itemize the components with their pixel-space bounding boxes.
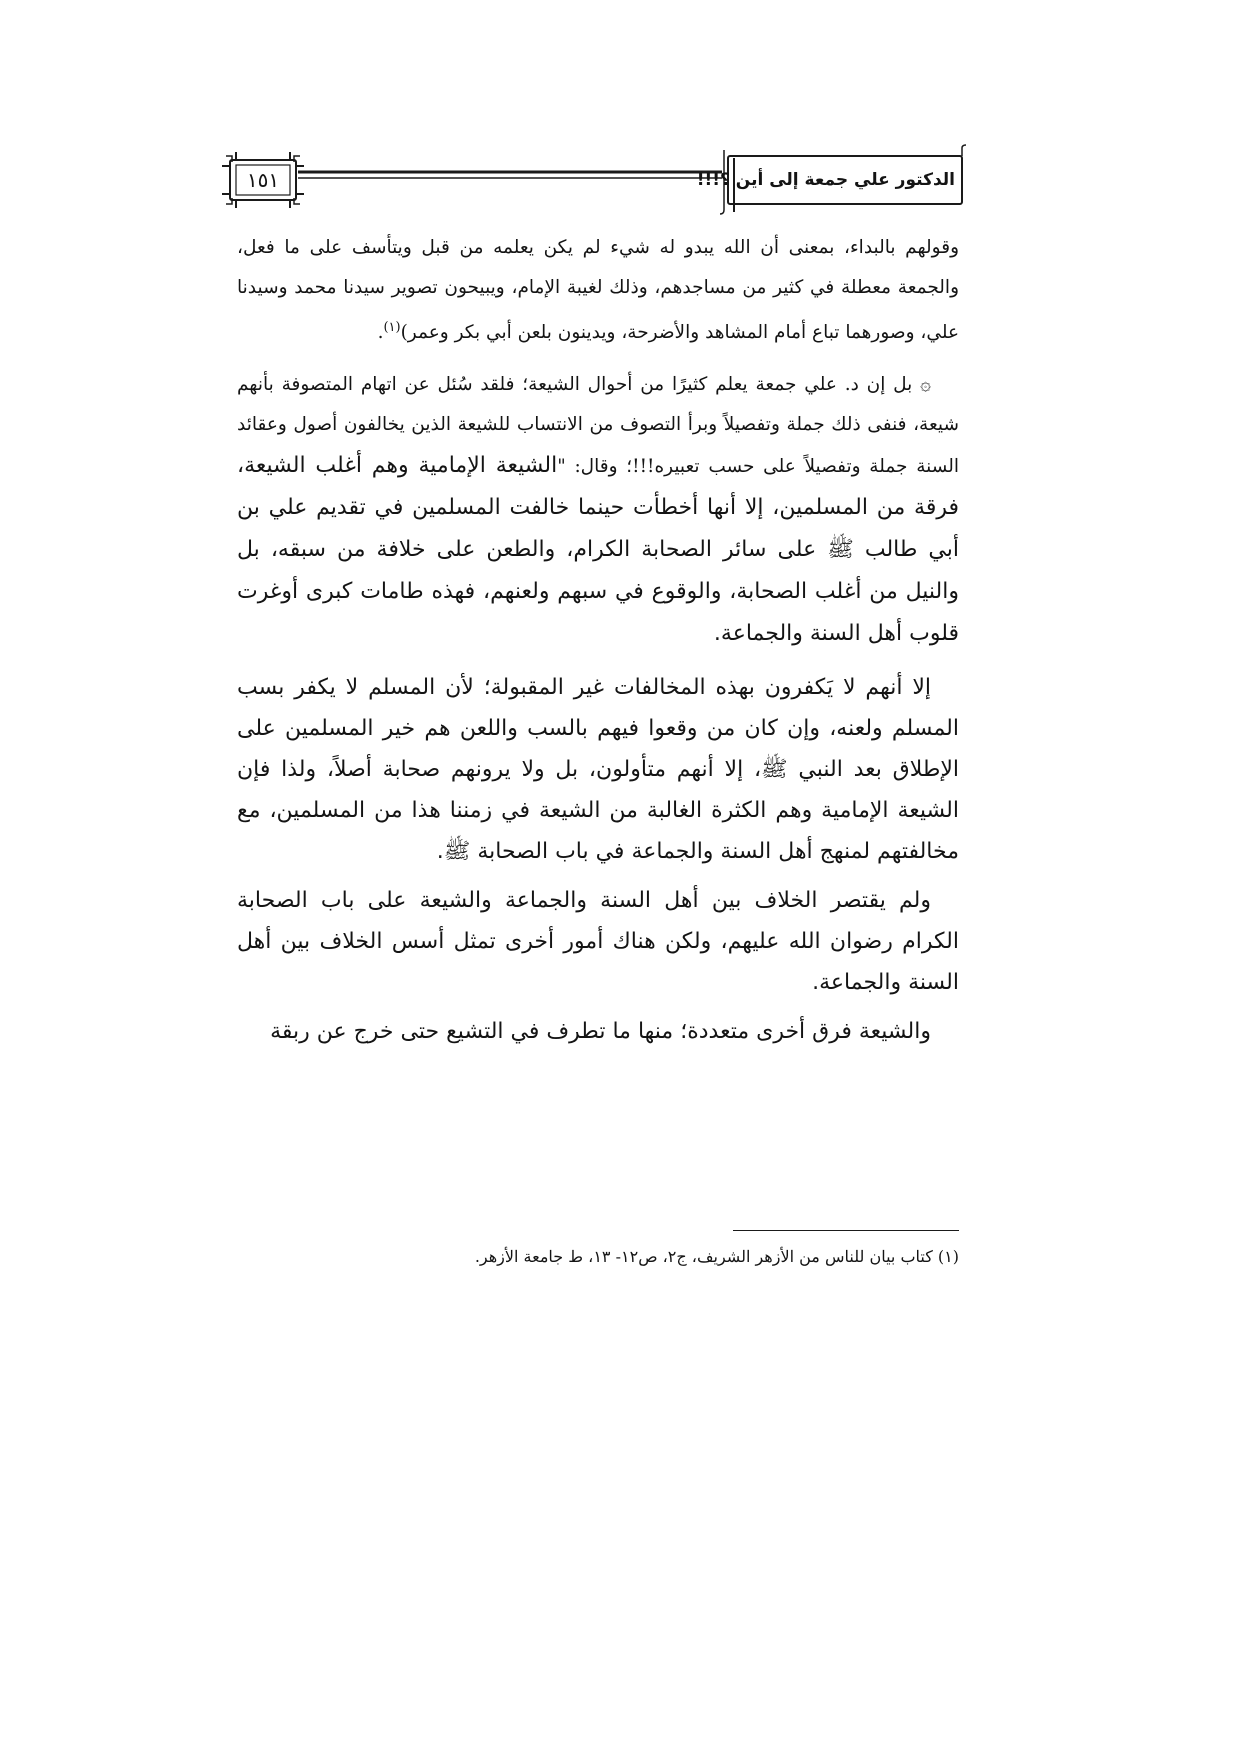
page-number: ١٥١	[246, 168, 280, 192]
header-double-rule	[298, 172, 722, 178]
page-header	[0, 0, 1240, 215]
paragraph-1	[237, 228, 959, 353]
footnote-reference: (١)	[383, 320, 401, 335]
running-title: الدكتور علي جمعة إلى أين ؟!!!	[696, 170, 955, 190]
quote-text: الشيعة الإمامية وهم أغلب الشيعة، فرقة من المسلمين، إلا أنها أخطأت حينما خالفت المسلمين في تقديم علي بن أبي طالب ﷺ على سائر الصحابة الكرام، والطعن على خلافة من سبقه، بل والنيل من أغلب الصحابة، والوقوع في سبهم ولعنهم، فهذه طامات كبرى أوغرت قلوب أهل السنة والجماعة.	[237, 453, 959, 647]
paragraph-3: إلا أنهم لا يَكفرون بهذه المخالفات غير المقبولة؛ لأن المسلم لا يكفر بسب المسلم ولعنه، وإن كان من وقعوا فيهم بالسب واللعن هم خير المسلمين على الإطلاق بعد النبي ﷺ، إلا أنهم متأولون، بل ولا يرونهم صحابة أصلاً، ولذا فإن الشيعة الإمامية وهم الكثرة الغالبة من الشيعة في زمننا هذا من المسلمين، مع مخالفتهم لمنهج أهل السنة والجماعة في باب الصحابة ﷺ.	[237, 675, 959, 865]
paragraph-2-intro: ۞ بل إن د. علي جمعة يعلم كثيرًا من أحوال الشيعة؛ فلقد سُئل عن اتهام المتصوفة بأنهم شيعة، فنفى ذلك جملة وتفصيلاً وبرأ التصوف من الانتساب للشيعة الذين يخالفون أصول وعقائد السنة جملة وتفصيلاً على حسب تعبيره!!!؛ وقال: "	[237, 374, 959, 478]
paragraph-5: والشيعة فرق أخرى متعددة؛ منها ما تطرف في التشيع حتى خرج عن ربقة	[270, 1019, 931, 1045]
page-body	[237, 228, 959, 1060]
header-ornament	[0, 0, 1240, 215]
paragraph-1-end: .	[377, 322, 384, 344]
footnote: (١) كتاب بيان للناس من الأزهر الشريف، ج٢، ص١٢- ١٣، ط جامعة الأزهر.	[474, 1247, 959, 1266]
paragraph-4: ولم يقتصر الخلاف بين أهل السنة والجماعة والشيعة على باب الصحابة الكرام رضوان الله عليهم، ولكن هناك أمور أخرى تمثل أسس الخلاف بين أهل السنة والجماعة.	[237, 888, 959, 996]
paragraph-1-text: وقولهم بالبداء، بمعنى أن الله يبدو له شيء لم يكن يعلمه من قبل ويتأسف على ما فعل، والجمعة معطلة في كثير من مساجدهم، وذلك لغيبة الإمام، ويبيحون تصوير سيدنا محمد وسيدنا علي، وصورهما تباع أمام المشاهد والأضرحة، ويدينون بلعن أبي بكر وعمر)	[237, 237, 959, 344]
paragraph-2	[237, 365, 959, 655]
footnote-separator	[733, 1230, 959, 1231]
